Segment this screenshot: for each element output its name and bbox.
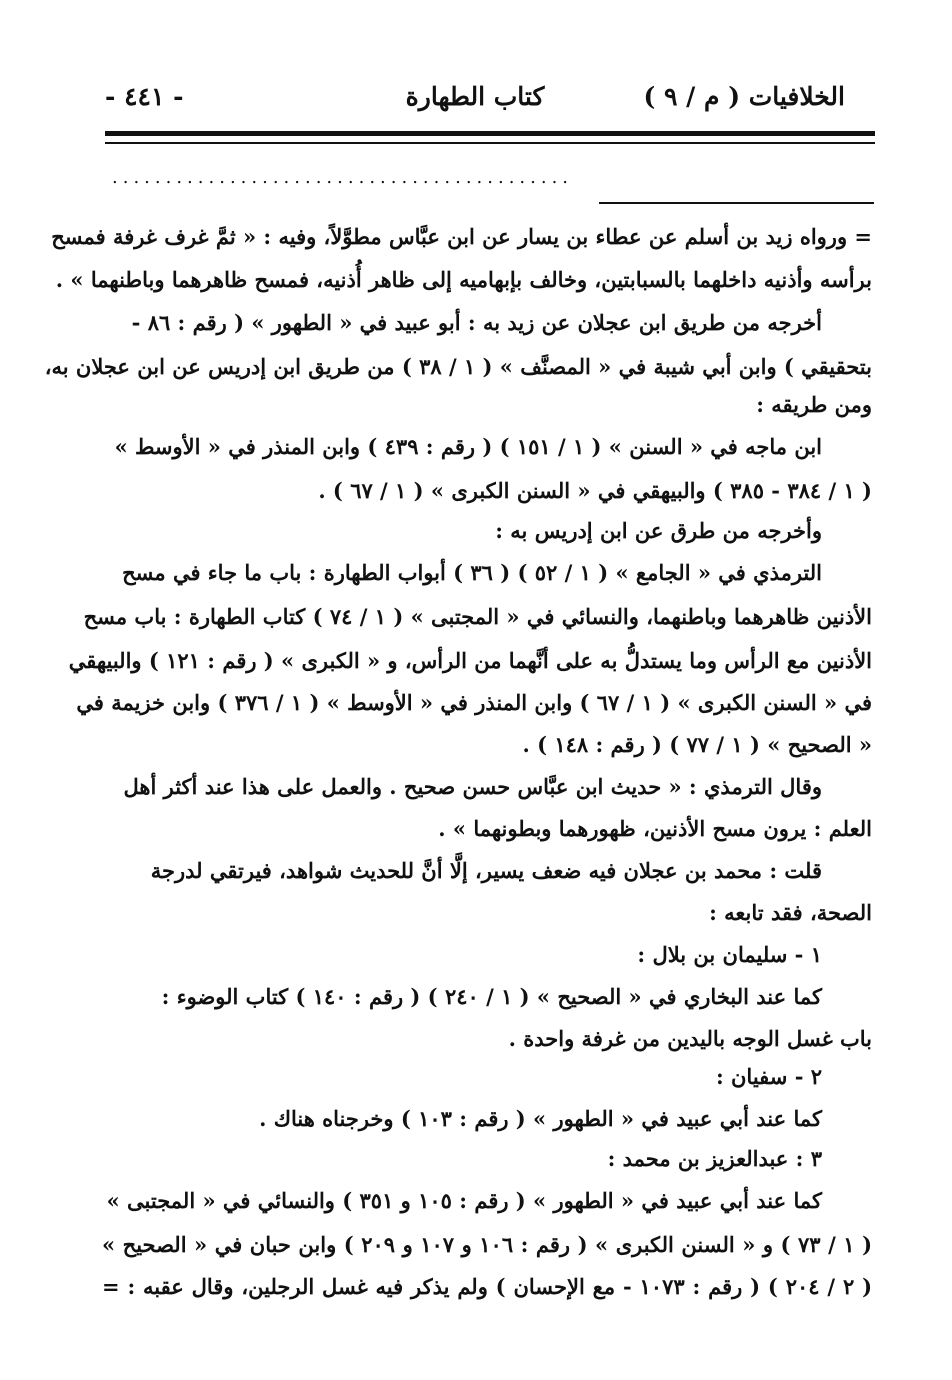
text-line: وقال الترمذي : « حديث ابن عبَّاس حسن صحيح . والعمل على هذا عند أكثر أهل — [123, 774, 822, 799]
text-line: ( ١ / ٧٣ ) و « السنن الكبرى » ( رقم : ١٠٦ و ١٠٧ و ٢٠٩ ) وابن حبان في « الصحيح » — [102, 1232, 873, 1257]
text-line: قلت : محمد بن عجلان فيه ضعف يسير، إلَّا أنَّ للحديث شواهد، فيرتقي لدرجة — [150, 858, 822, 883]
page-number: - ٤٤١ - — [105, 82, 184, 111]
text-line: الصحة، فقد تابعه : — [709, 900, 872, 925]
text-line: كما عند أبي عبيد في « الطهور » ( رقم : ١٠٥ و ٣٥١ ) والنسائي في « المجتبى » — [106, 1188, 822, 1213]
text-line: باب غسل الوجه باليدين من غرفة واحدة . — [508, 1026, 872, 1051]
header-rule-thin — [105, 142, 875, 144]
page-header — [105, 82, 845, 122]
header-rule-thick — [105, 131, 875, 136]
text-line: وأخرجه من طرق عن ابن إدريس به : — [495, 518, 822, 543]
ellipsis-dots: ........................................... — [112, 167, 574, 188]
text-line: أخرجه من طريق ابن عجلان عن زيد به : أبو عبيد في « الطهور » ( رقم : ٨٦ - — [131, 310, 822, 335]
footnote-rule — [599, 202, 874, 204]
text-line: = ورواه زيد بن أسلم عن عطاء بن يسار عن ابن عبَّاس مطوَّلاً، وفيه : « ثمَّ غرف غرفة فمسح — [51, 224, 872, 249]
text-line: العلم : يرون مسح الأذنين، ظهورهما وبطونهما » . — [438, 816, 872, 841]
text-line: ٣ : عبدالعزيز بن محمد : — [607, 1146, 822, 1171]
text-line: كما عند أبي عبيد في « الطهور » ( رقم : ١٠٣ ) وخرجناه هناك . — [259, 1106, 822, 1131]
text-line: في « السنن الكبرى » ( ١ / ٦٧ ) وابن المنذر في « الأوسط » ( ١ / ٣٧٦ ) وابن خزيمة في — [76, 690, 872, 715]
text-line: ومن طريقه : — [756, 392, 872, 417]
text-line: ٢ - سفيان : — [715, 1064, 822, 1089]
book-title: كتاب الطهارة — [405, 82, 545, 111]
text-line: بتحقيقي ) وابن أبي شيبة في « المصنَّف » ( ١ / ٣٨ ) من طريق ابن إدريس عن ابن عجلان به، — [44, 354, 872, 379]
text-line: الأذنين ظاهرهما وباطنهما، والنسائي في « المجتبى » ( ١ / ٧٤ ) كتاب الطهارة : باب مسح — [83, 604, 872, 629]
text-line: كما عند البخاري في « الصحيح » ( ١ / ٢٤٠ ) ( رقم : ١٤٠ ) كتاب الوضوء : — [161, 984, 822, 1009]
text-line: الترمذي في « الجامع » ( ١ / ٥٢ ) ( ٣٦ ) أبواب الطهارة : باب ما جاء في مسح — [122, 560, 822, 585]
text-line: « الصحيح » ( ١ / ٧٧ ) ( رقم : ١٤٨ ) . — [522, 732, 872, 757]
text-line: ( ٢ / ٢٠٤ ) ( رقم : ١٠٧٣ - مع الإحسان ) ولم يذكر فيه غسل الرجلين، وقال عقبه : = — [102, 1274, 873, 1299]
text-line: ابن ماجه في « السنن » ( ١ / ١٥١ ) ( رقم : ٤٣٩ ) وابن المنذر في « الأوسط » — [114, 434, 822, 459]
text-line: الأذنين مع الرأس وما يستدلُّ به على أنَّهما من الرأس، و « الكبرى » ( رقم : ١٢١ ) والبيهقي — [68, 648, 872, 673]
running-title: الخلافيات ( م / ٩ ) — [643, 82, 845, 111]
text-line: برأسه وأذنيه داخلهما بالسبابتين، وخالف بإبهاميه إلى ظاهر أُذنيه، فمسح ظاهرهما وباطنهما » . — [55, 267, 872, 292]
text-line: ١ - سليمان بن بلال : — [637, 942, 822, 967]
text-line: ( ١ / ٣٨٤ - ٣٨٥ ) والبيهقي في « السنن الكبرى » ( ١ / ٦٧ ) . — [318, 478, 872, 503]
